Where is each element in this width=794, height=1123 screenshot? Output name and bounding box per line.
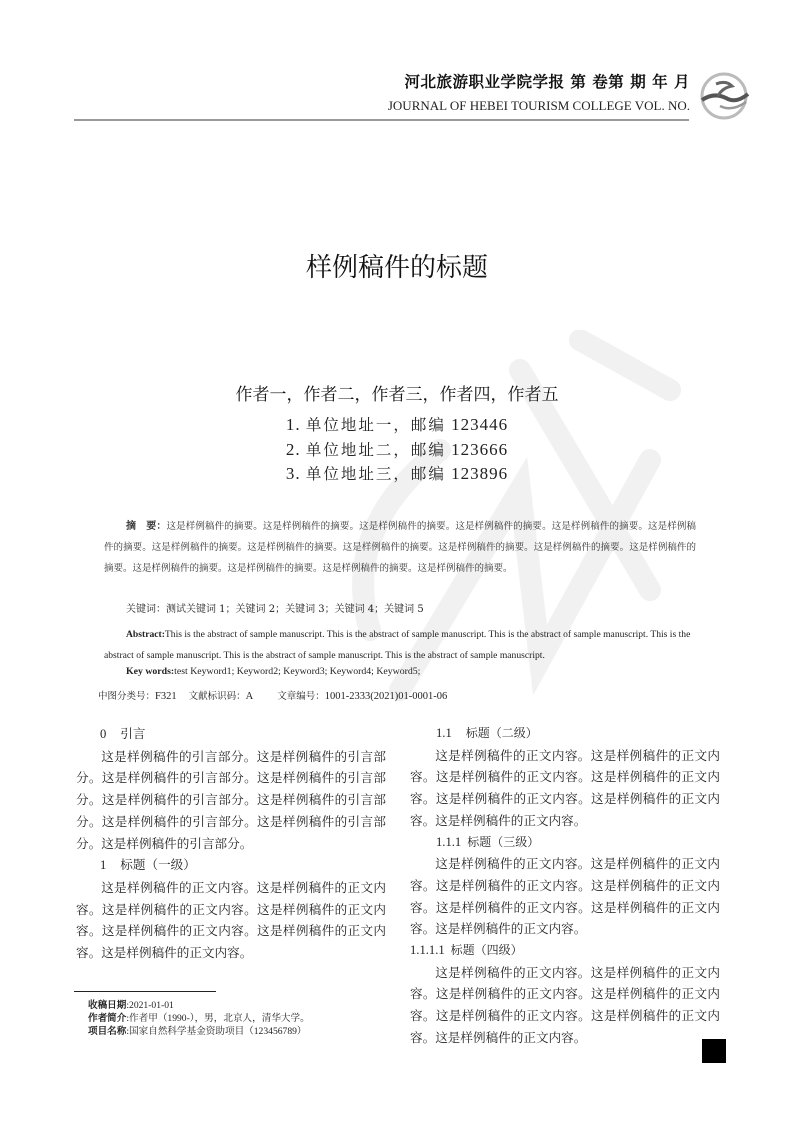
affiliation-code: 123446 bbox=[451, 415, 509, 434]
affiliation-text: 单位地址一，邮编 bbox=[305, 416, 446, 434]
doc-code-label: 文献标识码： bbox=[188, 691, 246, 702]
affiliation-text: 单位地址三，邮编 bbox=[305, 465, 446, 483]
classification-line bbox=[98, 688, 447, 702]
heading-text: 标题（四级） bbox=[450, 943, 523, 958]
affiliation-num: 3. bbox=[285, 464, 301, 483]
heading-text: 标题（一级） bbox=[120, 857, 196, 873]
header-rule bbox=[74, 119, 689, 121]
section-heading-1-1-1 bbox=[410, 832, 720, 854]
keywords-cn-label: 关键词： bbox=[126, 604, 166, 615]
affiliation-num: 1. bbox=[285, 415, 301, 434]
affiliation-num: 2. bbox=[285, 440, 301, 459]
section-heading-intro bbox=[76, 723, 386, 746]
journal-title-cn: 河北旅游职业学院学报 第 卷第 期 年 月 bbox=[404, 73, 690, 91]
keywords-en bbox=[126, 666, 420, 677]
heading-number: 1.1.1.1 bbox=[410, 943, 445, 958]
affiliation-text: 单位地址二，邮编 bbox=[305, 441, 446, 459]
section-1-1-1-paragraph: 这是样例稿件的正文内容。这是样例稿件的正文内容。这是样例稿件的正文内容。这是样例稿件的正文内容。这是样例稿件的正文内容。这是样例稿件的正文内容。这是样例稿件的正文内容。 bbox=[410, 856, 720, 937]
affiliation-2 bbox=[0, 438, 794, 460]
abstract-en-text: This is the abstract of sample manuscript. This is the abstract of sample manuscript. This is the abstract of sample manuscript. This is the abstract of sample manuscript. This is the abstract of sample manuscript. This is the abstract of sample manuscript. bbox=[104, 629, 691, 661]
heading-number: 0 bbox=[100, 727, 107, 741]
footnote-label: 收稿日期 bbox=[88, 1000, 127, 1011]
footnote-value: :作者甲（1990-），男，北京人，清华大学。 bbox=[126, 1013, 310, 1024]
article-no-label: 文章编号： bbox=[277, 691, 325, 702]
section-1-1-1-1-paragraph: 这是样例稿件的正文内容。这是样例稿件的正文内容。这是样例稿件的正文内容。这是样例稿件的正文内容。这是样例稿件的正文内容。这是样例稿件的正文内容。这是样例稿件的正文内容。 bbox=[410, 964, 720, 1045]
section-1-paragraph: 这是样例稿件的正文内容。这是样例稿件的正文内容。这是样例稿件的正文内容。这是样例稿件的正文内容。这是样例稿件的正文内容。这是样例稿件的正文内容。这是样例稿件的正文内容。 bbox=[76, 879, 386, 961]
affiliation-3 bbox=[0, 462, 794, 484]
abstract-cn-label: 摘 要： bbox=[126, 521, 167, 532]
heading-number: 1.1 bbox=[436, 726, 452, 740]
keywords-cn bbox=[126, 600, 424, 615]
author-list: 作者一，作者二，作者三，作者四，作者五 bbox=[235, 385, 559, 405]
body-right-column bbox=[410, 723, 720, 1049]
section-heading-1-1-1-1 bbox=[410, 940, 720, 962]
heading-number: 1 bbox=[100, 858, 107, 873]
journal-logo-icon bbox=[696, 70, 752, 122]
clc-label: 中图分类号： bbox=[98, 691, 156, 702]
footnote-rule bbox=[74, 991, 216, 992]
keywords-cn-text: 测试关键词 1；关键词 2；关键词 3；关键词 4；关键词 5 bbox=[166, 604, 424, 615]
intro-paragraph: 这是样例稿件的引言部分。这是样例稿件的引言部分。这是样例稿件的引言部分。这是样例稿件的引言部分。这是样例稿件的引言部分。这是样例稿件的引言部分。这是样例稿件的引言部分。这是样例稿件的引言部分。这是样例稿件的引言部分。 bbox=[76, 748, 386, 851]
journal-title-en: JOURNAL OF HEBEI TOURISM COLLEGE VOL. NO. bbox=[387, 98, 690, 113]
footnote-received-date bbox=[88, 997, 174, 1011]
heading-text: 标题（三级） bbox=[467, 834, 540, 849]
heading-number: 1.1.1 bbox=[436, 834, 462, 849]
article-title: 样例稿件的标题 bbox=[305, 253, 488, 283]
affiliation-1 bbox=[0, 413, 794, 435]
keywords-en-text: test Keyword1; Keyword2; Keyword3; Keyword4; Keyword5; bbox=[174, 666, 421, 677]
footnote-project bbox=[88, 1023, 307, 1037]
affiliation-code: 123896 bbox=[451, 464, 509, 483]
affiliation-code: 123666 bbox=[451, 440, 509, 459]
footnote-value: :国家自然科学基金资助项目（123456789） bbox=[126, 1026, 307, 1037]
doc-code-value: A bbox=[245, 691, 254, 702]
body-left-column bbox=[76, 723, 386, 964]
article-no-value: 1001-2333(2021)01-0001-06 bbox=[324, 691, 448, 702]
heading-text: 引言 bbox=[120, 726, 146, 741]
abstract-cn bbox=[104, 516, 696, 579]
abstract-cn-text: 这是样例稿件的摘要。这是样例稿件的摘要。这是样例稿件的摘要。这是样例稿件的摘要。这是样例稿件的摘要。这是样例稿件的摘要。这是样例稿件的摘要。这是样例稿件的摘要。这是样例稿件的摘要。这是样例稿件的摘要。这是样例稿件的摘要。这是样例稿件的摘要。这是样例稿件的摘要。这是样例稿件的摘要。这是样例稿件的摘要。这是样例稿件的摘要。 bbox=[104, 521, 697, 574]
abstract-en-label: Abstract: bbox=[126, 629, 165, 640]
footnote-author-bio bbox=[88, 1010, 310, 1024]
footnote-label: 作者简介 bbox=[88, 1013, 127, 1024]
footnote-value: :2021-01-01 bbox=[126, 1000, 174, 1011]
keywords-en-label: Key words: bbox=[126, 666, 175, 677]
abstract-en bbox=[104, 624, 700, 666]
section-1-1-paragraph: 这是样例稿件的正文内容。这是样例稿件的正文内容。这是样例稿件的正文内容。这是样例稿件的正文内容。这是样例稿件的正文内容。这是样例稿件的正文内容。这是样例稿件的正文内容。 bbox=[410, 747, 720, 828]
section-heading-1-1 bbox=[410, 723, 720, 745]
clc-value: F321 bbox=[155, 691, 177, 702]
page-corner-marker bbox=[702, 1039, 726, 1063]
footnote-label: 项目名称 bbox=[88, 1026, 127, 1037]
section-heading-1 bbox=[76, 854, 386, 877]
heading-text: 标题（二级） bbox=[465, 726, 538, 740]
